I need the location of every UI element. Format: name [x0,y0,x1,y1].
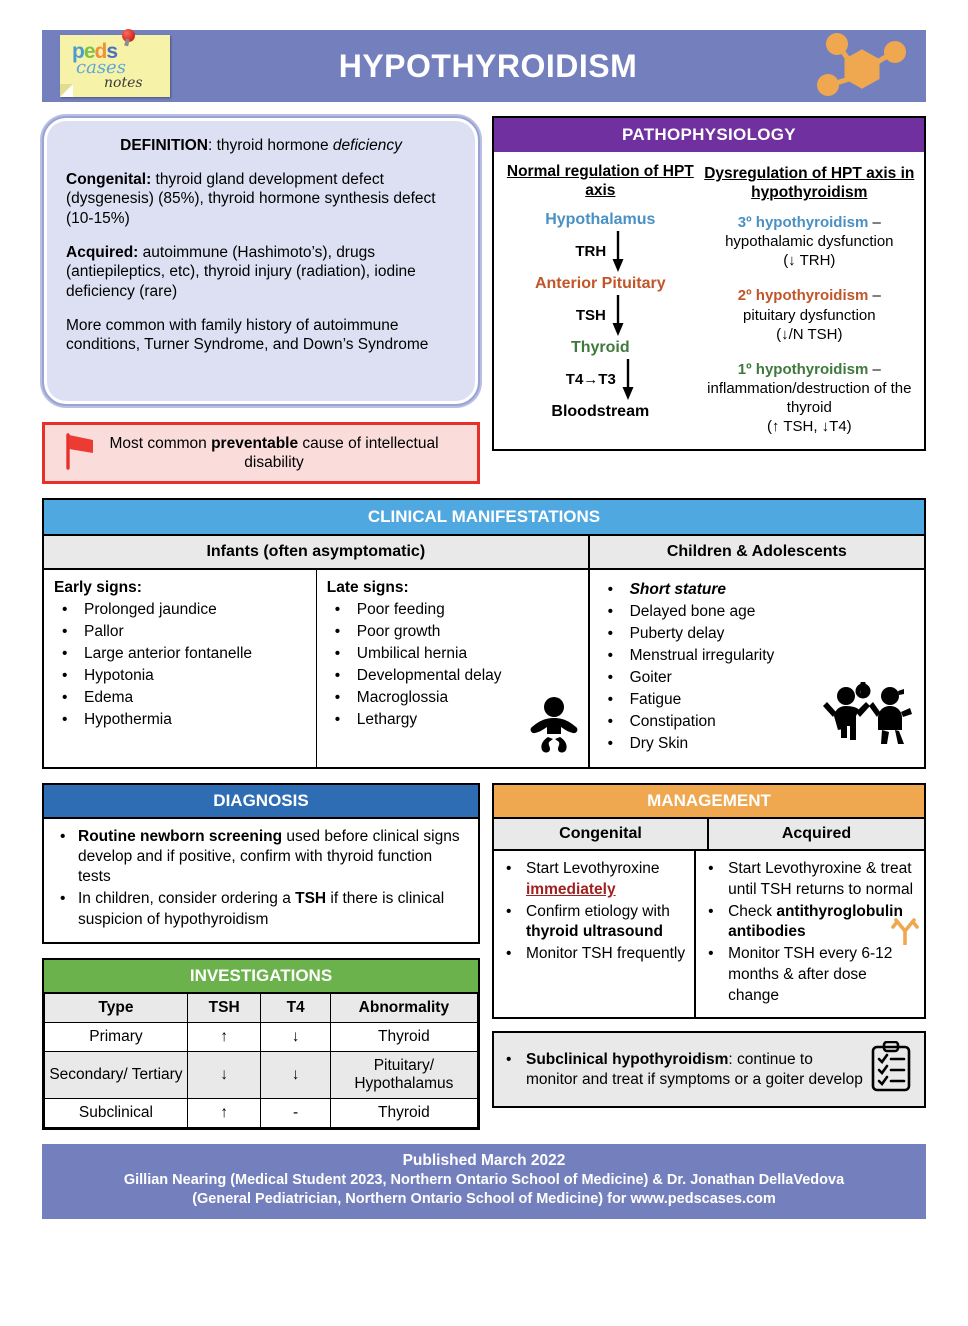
subclinical-text [494,1050,866,1090]
red-flag-text [101,434,465,473]
list-item: • Pallor [54,621,306,643]
acquired-item2-bold: antithyroglobulin antibodies [728,902,903,941]
dys-tertiary-values: (↓ TRH) [783,252,836,270]
baby-icon [528,696,580,759]
list-item: • Prolonged jaundice [54,599,306,621]
clinical-subheader-row [44,534,924,568]
page-footer [42,1144,926,1219]
congenital-item1-a: Start Levothyroxine [526,860,660,877]
management-section [492,783,926,1108]
pathophysiology-body [494,152,924,449]
flow-node-hypothalamus: Hypothalamus [545,210,656,228]
management-header: MANAGEMENT [494,785,924,817]
subclinical-box [492,1031,926,1108]
dys-primary-values: (↑ TSH, ↓T4) [766,418,852,436]
down-arrow-icon [611,295,625,337]
dys-primary-title: 1º hypothyroidism [737,360,869,378]
list-item [600,579,914,601]
list-item: • Lethargy [327,709,578,731]
red-flag-text-bold: preventable [211,434,299,452]
cell-type: Subclinical [45,1098,188,1127]
dys-secondary-title: 2º hypothyroidism [737,287,869,305]
congenital-item2-a: Confirm etiology with [526,902,670,920]
list-item [696,902,918,944]
investigations-box [42,958,480,1130]
congenital-label: Congenital: [66,170,152,188]
clinical-subheader-infants: Infants (often asymptomatic) [44,536,590,568]
footer-affiliation: (General Pediatrician, Northern Ontario School of Medicine) for www.pedscases.com [192,1191,776,1208]
pedscases-logo [60,33,172,99]
dysregulation-secondary [701,286,918,344]
list-item: • Monitor TSH every 6-12 months & after dose change [696,944,918,1006]
diagnosis-item2-b: if there is clinical suspicion of hypothyroidism [78,890,445,928]
congenital-item1-emphasis: immediately [526,880,616,898]
column-header-tsh: TSH [187,993,261,1023]
left-column [42,116,480,484]
diagnosis-item2-bold: TSH [295,890,327,908]
definition-title [66,136,456,156]
column-header-abnormality: Abnormality [330,993,477,1023]
down-arrow-icon [621,359,635,401]
flow-arrow-trh [500,229,701,275]
logo-peds-text: peds [72,40,118,63]
hpt-axis-flow [500,162,701,437]
cell-t4: ↓ [261,1051,330,1098]
definition-title-rest: : thyroid hormone [207,137,333,154]
flow-arrow-trh-label: TRH [575,243,607,261]
list-item: • Fatigue [600,689,914,711]
dys-tertiary-title: 3º hypothyroidism [737,213,869,231]
table-row [45,1022,478,1051]
definition-note: More common with family history of autoimmune conditions, Turner Syndrome, and Down’s Syndrome [66,316,429,354]
hpt-axis-title: Normal regulation of HPT axis [506,163,694,200]
footer-authors: Gillian Nearing (Medical Student 2023, Northern Ontario School of Medicine) & Dr. Jonathan DellaVedova [123,1171,845,1188]
diagnosis-item1-rest: used before clinical signs develop and if positive, confirm with thyroid function tests [78,828,460,886]
acquired-label: Acquired: [66,243,139,261]
definition-title-label: DEFINITION [120,137,208,154]
antibody-icon [890,915,920,950]
list-item [48,827,466,887]
management-subheader-congenital: Congenital [494,819,709,849]
clipboard-checklist-icon [870,1041,912,1098]
subclinical-bold: Subclinical hypothyroidism [526,1050,729,1068]
clinical-header: CLINICAL MANIFESTATIONS [44,500,924,534]
children-signs-cell [590,570,924,767]
list-item: • Poor growth [327,621,578,643]
management-congenital-list [494,859,688,965]
subclinical-list [494,1050,866,1090]
red-flag-text-1: Most common [109,434,212,452]
management-body [494,849,924,1017]
flow-arrow-tsh-label: TSH [575,307,606,325]
cell-abnormality: Thyroid [330,1022,477,1051]
definition-title-emphasis: deficiency [332,137,402,154]
red-flag-text-2: cause of intellectual disability [244,434,439,471]
top-section [42,116,926,484]
list-item: • Constipation [600,711,914,733]
list-item: • Delayed bone age [600,601,914,623]
cell-abnormality: Thyroid [330,1098,477,1127]
list-item: • Menstrual irregularity [600,645,914,667]
cell-tsh: ↓ [187,1051,261,1098]
dysregulation-tertiary [701,213,918,271]
flow-node-anterior-pituitary: Anterior Pituitary [534,274,666,292]
list-item [494,902,688,944]
cell-t4: ↓ [261,1022,330,1051]
logo-notes-text: notes [104,75,143,91]
list-item: • Poor feeding [327,599,578,621]
cell-abnormality: Pituitary/ Hypothalamus [330,1051,477,1098]
list-item: • Monitor TSH frequently [494,944,688,965]
late-signs-title: Late signs: [326,579,409,596]
definition-acquired [66,243,456,302]
list-item: • Developmental delay [327,665,578,687]
table-row [45,1051,478,1098]
diagnosis-list [48,827,466,930]
diagnosis-header: DIAGNOSIS [44,785,478,817]
management-congenital-cell [494,851,696,1017]
pathophysiology-header: PATHOPHYSIOLOGY [494,118,924,152]
congenital-text: thyroid gland development defect (dysgenesis) (85%), thyroid hormone synthesis defect (10-15%) [66,170,436,228]
table-header-row [45,993,478,1023]
clinical-body [44,568,924,767]
subclinical-rest: : continue to monitor and treat if symptoms or a goiter develop [526,1050,863,1088]
dys-primary-dash: – [868,360,881,378]
investigations-table [44,992,478,1128]
list-item: • Large anterior fontanelle [54,643,306,665]
dys-secondary-desc: pituitary dysfunction [743,306,876,324]
table-row [45,1098,478,1127]
diagnosis-item2-a: In children, consider ordering a [78,890,296,908]
cell-type: Secondary/ Tertiary [45,1051,188,1098]
dys-primary-desc: inflammation/destruction of the thyroid [707,380,912,417]
cell-type: Primary [45,1022,188,1051]
late-signs-cell [317,570,590,767]
dys-tertiary-desc: hypothalamic dysfunction [725,232,894,250]
children-first-item: Short stature [629,581,727,598]
management-box [492,783,926,1019]
pathophysiology-section [492,116,926,451]
infographic-page [0,30,968,1326]
list-item: • Edema [54,687,306,709]
list-item: • Hypotonia [54,665,306,687]
congenital-item2-bold: thyroid ultrasound [526,923,663,941]
diagnosis-item1-bold: Routine newborn screening [78,828,283,845]
list-item [494,859,688,901]
dysregulation-primary [701,360,918,437]
dysregulation-list [701,162,918,437]
dys-secondary-dash: – [868,287,881,305]
list-item: • Umbilical hernia [327,643,578,665]
dys-tertiary-dash: – [868,213,881,231]
bottom-left-column [42,783,480,1130]
acquired-text: autoimmune (Hashimoto’s), drugs (antiepileptics, etc), thyroid injury (radiation), iodine deficiency (rare) [66,243,416,301]
logo-cases-text: cases [76,57,126,78]
flow-arrow-t4t3 [500,357,701,403]
red-flag-icon [57,432,101,475]
flow-arrow-tsh [500,293,701,339]
column-header-type: Type [45,993,188,1023]
down-arrow-icon [611,231,625,273]
list-item [48,889,466,929]
column-header-t4: T4 [261,993,330,1023]
flow-node-bloodstream: Bloodstream [551,402,650,420]
pushpin-icon [122,29,135,42]
management-subheader-acquired: Acquired [781,825,852,842]
clinical-subheader-children: Children & Adolescents [666,543,847,560]
list-item: • Hypothermia [54,709,306,731]
diagnosis-box [42,783,480,944]
cell-t4: - [261,1098,330,1127]
page-title: HYPOTHYROIDISM [338,47,638,84]
diagnosis-body [44,817,478,942]
list-item: • Puberty delay [600,623,914,645]
dys-secondary-values: (↓/N TSH) [776,325,843,343]
list-item [494,1050,866,1090]
management-subheader-row [494,817,924,849]
investigations-header: INVESTIGATIONS [44,960,478,992]
pathophysiology-box [492,116,926,451]
list-item: • Goiter [600,667,914,689]
flow-node-thyroid: Thyroid [570,338,630,356]
clinical-manifestations-section [42,498,926,769]
definition-congenital [66,170,456,229]
cell-tsh: ↑ [187,1098,261,1127]
definition-box [42,116,480,406]
flow-arrow-t4t3-label: T4→T3 [565,371,616,389]
cell-tsh: ↑ [187,1022,261,1051]
acquired-item2-a: Check [728,902,777,920]
early-signs-title: Early signs: [54,579,142,596]
early-signs-cell [44,570,317,767]
management-acquired-list [696,859,918,1006]
dysregulation-title: Dysregulation of HPT axis in hypothyroidism [704,165,915,202]
list-item: • Start Levothyroxine & treat until TSH returns to normal [696,859,918,901]
list-item: • Macroglossia [327,687,578,709]
molecule-icon [804,33,916,99]
bottom-section [42,783,926,1130]
footer-publish-date: Published March 2022 [402,1151,566,1169]
children-playing-icon [822,682,918,753]
red-flag-box [42,422,480,484]
early-signs-list [54,599,306,731]
list-item: • Dry Skin [600,733,914,755]
management-acquired-cell [696,851,924,1017]
page-header [42,30,926,102]
